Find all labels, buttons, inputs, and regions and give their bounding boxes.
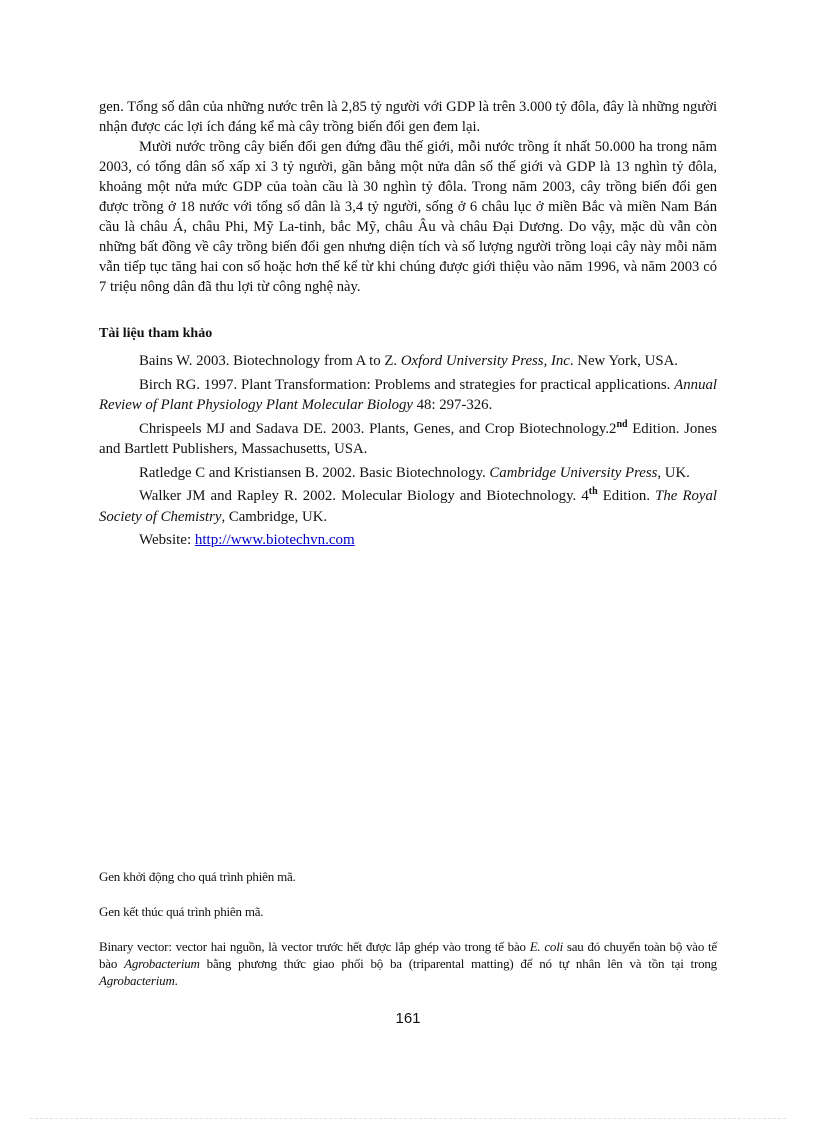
reference-item [99, 486, 717, 527]
footnotes [99, 868, 717, 989]
reference-item [99, 375, 717, 416]
footnote-italic: E. coli [529, 939, 564, 954]
website-label: Website: [139, 532, 195, 548]
reference-superscript: th [588, 486, 598, 498]
reference-text: , UK. [657, 464, 690, 481]
footnote-text: bằng phương thức giao phối bộ ba (triparental matting) để nó tự nhân lên và tồn tại trong [199, 956, 717, 971]
reference-text: Birch RG. 1997. Plant Transformation: Problems and strategies for practical applications. [139, 376, 675, 393]
footnote-italic: Agrobacterium [124, 956, 200, 971]
reference-superscript: nd [616, 418, 628, 430]
reference-item [99, 463, 717, 484]
reference-publisher: The Royal Society of Chemistry [99, 488, 717, 525]
footnote-italic: Agrobacterium [99, 973, 175, 988]
reference-text: Walker JM and Rapley R. 2002. Molecular Biology and Biotechnology. 4 [139, 488, 589, 504]
reference-text: Chrispeels MJ and Sadava DE. 2003. Plants, Genes, and Crop Biotechnology.2 [139, 420, 617, 437]
references-heading: Tài liệu tham khảo [99, 326, 213, 341]
body-paragraph-1: gen. Tổng số dân của những nước trên là 2,85 tỷ người với GDP là trên 3.000 tỷ đôla, đây là những người nhận được các lợi ích đáng kể mà cây trồng biến đổi gen đem lại. [99, 99, 717, 135]
reference-text: . New York, USA. [569, 353, 678, 369]
reference-text: Edition. Jones and Bartlett Publishers, Massachusetts, USA. [99, 420, 718, 457]
reference-publisher: Oxford University Press, Inc [400, 353, 570, 369]
page-bottom-divider [30, 1118, 786, 1119]
reference-text: Bains W. 2003. Biotechnology from A to Z. [139, 353, 401, 369]
reference-journal: Annual Review of Plant Physiology Plant Molecular Biology [99, 376, 717, 413]
reference-text: , Cambridge, UK. [221, 508, 328, 525]
website-line [99, 530, 717, 550]
footnote-3 [99, 938, 717, 989]
reference-item [99, 351, 717, 372]
page-number: 161 [395, 1010, 421, 1027]
reference-text: Ratledge C and Kristiansen B. 2002. Basic Biotechnology. [139, 464, 490, 481]
footnote-2: Gen kết thúc quá trình phiên mã. [99, 904, 264, 919]
footnote-1: Gen khởi động cho quá trình phiên mã. [99, 869, 296, 884]
references-list [99, 351, 717, 550]
reference-item [99, 419, 717, 460]
reference-text: Edition. [597, 488, 656, 504]
footnote-text: . [174, 973, 178, 988]
reference-text: 48: 297-326. [412, 397, 493, 413]
page-content [99, 97, 717, 550]
footnote-text: sau đó chuyển toàn bộ vào tế bào [99, 939, 717, 971]
body-paragraph-2: Mười nước trồng cây biến đổi gen đứng đầu thế giới, mỗi nước trồng ít nhất 50.000 ha trong năm 2003, có tổng dân số xấp xỉ 3 tỷ người, gần bằng một nửa dân số thế giới và GDP là 13 nghìn tỷ đôla, khoảng một nửa mức GDP của toàn cầu là 30 nghìn tỷ đôla. Trong năm 2003, cây trồng biến đổi gen được trồng ở 18 nước với tổng số dân là 3,4 tỷ người, sống ở 6 châu lục ở miền Bắc và miền Nam Bán cầu là châu Á, châu Phi, Mỹ La-tinh, bắc Mỹ, châu Âu và châu Đại Dương. Do vậy, mặc dù vẫn còn những bất đồng về cây trồng biến đổi gen nhưng diện tích và số lượng người trồng loại cây này mỗi năm vẫn tiếp tục tăng hai con số hoặc hơn thế kể từ khi chúng được giới thiệu vào năm 1996, và năm 2003 có 7 triệu nông dân đã thu lợi từ công nghệ này. [99, 139, 717, 295]
website-link[interactable]: http://www.biotechvn.com [194, 532, 355, 548]
reference-publisher: Cambridge University Press [489, 464, 658, 481]
footnote-text: Binary vector: vector hai nguồn, là vector trước hết được lắp ghép vào trong tế bào [99, 939, 530, 954]
